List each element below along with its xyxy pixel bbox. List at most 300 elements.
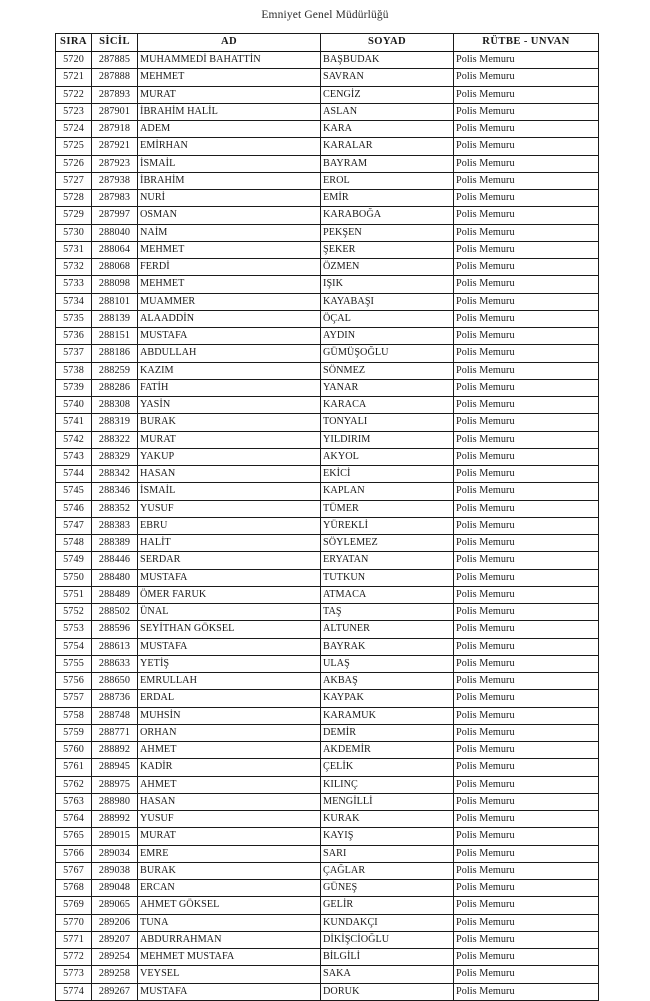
cell-sira: 5744 <box>56 466 92 483</box>
cell-ad: İBRAHİM <box>138 172 321 189</box>
cell-sira: 5743 <box>56 448 92 465</box>
cell-sira: 5771 <box>56 931 92 948</box>
cell-ad: NURİ <box>138 190 321 207</box>
cell-rutbe: Polis Memuru <box>454 207 599 224</box>
cell-sira: 5755 <box>56 655 92 672</box>
cell-soyad: AYDIN <box>321 328 454 345</box>
cell-sicil: 288068 <box>92 259 138 276</box>
cell-soyad: ŞEKER <box>321 241 454 258</box>
cell-soyad: KAYIŞ <box>321 828 454 845</box>
cell-soyad: KARAMUK <box>321 707 454 724</box>
cell-soyad: MENGİLLİ <box>321 793 454 810</box>
cell-sira: 5747 <box>56 517 92 534</box>
cell-sicil: 288329 <box>92 448 138 465</box>
cell-sira: 5723 <box>56 103 92 120</box>
cell-ad: OSMAN <box>138 207 321 224</box>
cell-sira: 5720 <box>56 52 92 69</box>
cell-sicil: 288286 <box>92 379 138 396</box>
cell-sira: 5737 <box>56 345 92 362</box>
table-row <box>56 241 599 258</box>
cell-soyad: CENGİZ <box>321 86 454 103</box>
cell-soyad: BAYRAM <box>321 155 454 172</box>
table-row <box>56 845 599 862</box>
cell-soyad: EROL <box>321 172 454 189</box>
cell-ad: EBRU <box>138 517 321 534</box>
cell-sicil: 287921 <box>92 138 138 155</box>
table-row <box>56 828 599 845</box>
table-row <box>56 155 599 172</box>
column-header-soyad: SOYAD <box>321 34 454 52</box>
cell-ad: YUSUF <box>138 811 321 828</box>
table-row <box>56 811 599 828</box>
cell-rutbe: Polis Memuru <box>454 155 599 172</box>
cell-rutbe: Polis Memuru <box>454 483 599 500</box>
table-row <box>56 431 599 448</box>
cell-soyad: GÜMÜŞOĞLU <box>321 345 454 362</box>
cell-rutbe: Polis Memuru <box>454 448 599 465</box>
cell-sira: 5767 <box>56 862 92 879</box>
cell-sicil: 288151 <box>92 328 138 345</box>
cell-rutbe: Polis Memuru <box>454 310 599 327</box>
cell-rutbe: Polis Memuru <box>454 293 599 310</box>
cell-ad: MUSTAFA <box>138 983 321 1000</box>
cell-rutbe: Polis Memuru <box>454 949 599 966</box>
cell-soyad: ALTUNER <box>321 621 454 638</box>
cell-rutbe: Polis Memuru <box>454 121 599 138</box>
cell-sicil: 288771 <box>92 724 138 741</box>
cell-soyad: KARA <box>321 121 454 138</box>
cell-ad: İSMAİL <box>138 483 321 500</box>
cell-rutbe: Polis Memuru <box>454 655 599 672</box>
cell-ad: FATİH <box>138 379 321 396</box>
cell-sira: 5769 <box>56 897 92 914</box>
cell-rutbe: Polis Memuru <box>454 931 599 948</box>
table-row <box>56 362 599 379</box>
cell-soyad: ATMACA <box>321 586 454 603</box>
column-header-sicil: SİCİL <box>92 34 138 52</box>
table-row <box>56 793 599 810</box>
table-row <box>56 500 599 517</box>
cell-sira: 5749 <box>56 552 92 569</box>
cell-sicil: 288342 <box>92 466 138 483</box>
cell-soyad: SARI <box>321 845 454 862</box>
table-row <box>56 86 599 103</box>
cell-ad: ORHAN <box>138 724 321 741</box>
cell-rutbe: Polis Memuru <box>454 397 599 414</box>
cell-sira: 5739 <box>56 379 92 396</box>
cell-ad: AHMET GÖKSEL <box>138 897 321 914</box>
cell-rutbe: Polis Memuru <box>454 690 599 707</box>
cell-sira: 5742 <box>56 431 92 448</box>
cell-sicil: 287885 <box>92 52 138 69</box>
cell-ad: MEHMET <box>138 276 321 293</box>
cell-sira: 5774 <box>56 983 92 1000</box>
column-header-rutbe: RÜTBE - UNVAN <box>454 34 599 52</box>
cell-rutbe: Polis Memuru <box>454 621 599 638</box>
cell-soyad: TÜMER <box>321 500 454 517</box>
cell-sira: 5761 <box>56 759 92 776</box>
cell-rutbe: Polis Memuru <box>454 845 599 862</box>
roster-table-container <box>55 33 598 1001</box>
cell-soyad: IŞIK <box>321 276 454 293</box>
cell-soyad: ULAŞ <box>321 655 454 672</box>
cell-sicil: 287901 <box>92 103 138 120</box>
cell-ad: MUSTAFA <box>138 569 321 586</box>
table-row <box>56 310 599 327</box>
cell-sira: 5750 <box>56 569 92 586</box>
cell-soyad: GÜNEŞ <box>321 880 454 897</box>
cell-soyad: SÖYLEMEZ <box>321 535 454 552</box>
cell-ad: ABDULLAH <box>138 345 321 362</box>
cell-sira: 5734 <box>56 293 92 310</box>
cell-ad: MUHSİN <box>138 707 321 724</box>
cell-sira: 5773 <box>56 966 92 983</box>
table-row <box>56 276 599 293</box>
cell-rutbe: Polis Memuru <box>454 241 599 258</box>
cell-sicil: 288502 <box>92 604 138 621</box>
cell-sira: 5726 <box>56 155 92 172</box>
cell-ad: YASİN <box>138 397 321 414</box>
cell-soyad: YÜREKLİ <box>321 517 454 534</box>
cell-rutbe: Polis Memuru <box>454 190 599 207</box>
cell-rutbe: Polis Memuru <box>454 776 599 793</box>
cell-soyad: KARACA <box>321 397 454 414</box>
cell-sira: 5721 <box>56 69 92 86</box>
table-row <box>56 862 599 879</box>
table-row <box>56 535 599 552</box>
cell-sira: 5741 <box>56 414 92 431</box>
cell-ad: KADİR <box>138 759 321 776</box>
cell-ad: SERDAR <box>138 552 321 569</box>
cell-sira: 5730 <box>56 224 92 241</box>
cell-ad: MEHMET <box>138 69 321 86</box>
cell-sicil: 288748 <box>92 707 138 724</box>
cell-ad: ADEM <box>138 121 321 138</box>
table-row <box>56 931 599 948</box>
cell-sicil: 289254 <box>92 949 138 966</box>
table-row <box>56 655 599 672</box>
cell-rutbe: Polis Memuru <box>454 742 599 759</box>
cell-rutbe: Polis Memuru <box>454 500 599 517</box>
cell-rutbe: Polis Memuru <box>454 276 599 293</box>
cell-sicil: 289206 <box>92 914 138 931</box>
cell-soyad: ERYATAN <box>321 552 454 569</box>
table-row <box>56 293 599 310</box>
cell-rutbe: Polis Memuru <box>454 172 599 189</box>
personnel-roster-table <box>55 33 599 1001</box>
cell-sicil: 288389 <box>92 535 138 552</box>
cell-rutbe: Polis Memuru <box>454 983 599 1000</box>
table-row <box>56 742 599 759</box>
cell-ad: İBRAHİM HALİL <box>138 103 321 120</box>
table-row <box>56 414 599 431</box>
table-row <box>56 724 599 741</box>
cell-rutbe: Polis Memuru <box>454 138 599 155</box>
cell-ad: MUSTAFA <box>138 328 321 345</box>
cell-sicil: 288613 <box>92 638 138 655</box>
table-row <box>56 638 599 655</box>
cell-rutbe: Polis Memuru <box>454 517 599 534</box>
cell-sicil: 289207 <box>92 931 138 948</box>
cell-sira: 5740 <box>56 397 92 414</box>
cell-ad: MEHMET MUSTAFA <box>138 949 321 966</box>
cell-soyad: EKİCİ <box>321 466 454 483</box>
cell-sira: 5772 <box>56 949 92 966</box>
cell-soyad: SÖNMEZ <box>321 362 454 379</box>
cell-soyad: BAYRAK <box>321 638 454 655</box>
cell-sicil: 289258 <box>92 966 138 983</box>
table-row <box>56 172 599 189</box>
table-row <box>56 673 599 690</box>
cell-rutbe: Polis Memuru <box>454 914 599 931</box>
cell-sira: 5732 <box>56 259 92 276</box>
cell-rutbe: Polis Memuru <box>454 362 599 379</box>
cell-ad: EMRULLAH <box>138 673 321 690</box>
cell-sicil: 288319 <box>92 414 138 431</box>
cell-ad: YETİŞ <box>138 655 321 672</box>
cell-ad: AHMET <box>138 776 321 793</box>
cell-soyad: KARALAR <box>321 138 454 155</box>
table-row <box>56 517 599 534</box>
cell-rutbe: Polis Memuru <box>454 586 599 603</box>
cell-sicil: 288101 <box>92 293 138 310</box>
cell-rutbe: Polis Memuru <box>454 707 599 724</box>
table-row <box>56 448 599 465</box>
cell-rutbe: Polis Memuru <box>454 966 599 983</box>
cell-rutbe: Polis Memuru <box>454 535 599 552</box>
cell-sicil: 289034 <box>92 845 138 862</box>
table-row <box>56 379 599 396</box>
cell-rutbe: Polis Memuru <box>454 862 599 879</box>
cell-sicil: 288892 <box>92 742 138 759</box>
cell-rutbe: Polis Memuru <box>454 466 599 483</box>
table-row <box>56 949 599 966</box>
cell-ad: YUSUF <box>138 500 321 517</box>
cell-soyad: ÇELİK <box>321 759 454 776</box>
cell-rutbe: Polis Memuru <box>454 345 599 362</box>
cell-sicil: 289267 <box>92 983 138 1000</box>
cell-rutbe: Polis Memuru <box>454 759 599 776</box>
cell-sira: 5757 <box>56 690 92 707</box>
cell-ad: YAKUP <box>138 448 321 465</box>
cell-sicil: 288736 <box>92 690 138 707</box>
table-row <box>56 121 599 138</box>
cell-sira: 5738 <box>56 362 92 379</box>
cell-sicil: 289015 <box>92 828 138 845</box>
table-row <box>56 914 599 931</box>
cell-sicil: 287983 <box>92 190 138 207</box>
cell-sicil: 288633 <box>92 655 138 672</box>
table-row <box>56 466 599 483</box>
cell-sicil: 289048 <box>92 880 138 897</box>
cell-rutbe: Polis Memuru <box>454 552 599 569</box>
table-row <box>56 190 599 207</box>
cell-sicil: 288480 <box>92 569 138 586</box>
table-row <box>56 345 599 362</box>
cell-sicil: 288322 <box>92 431 138 448</box>
cell-rutbe: Polis Memuru <box>454 379 599 396</box>
table-row <box>56 586 599 603</box>
cell-ad: MEHMET <box>138 241 321 258</box>
table-header-row <box>56 34 599 52</box>
cell-sira: 5753 <box>56 621 92 638</box>
cell-sira: 5758 <box>56 707 92 724</box>
cell-soyad: TAŞ <box>321 604 454 621</box>
table-row <box>56 328 599 345</box>
table-row <box>56 207 599 224</box>
cell-rutbe: Polis Memuru <box>454 103 599 120</box>
table-header <box>56 34 599 52</box>
cell-ad: MUHAMMEDİ BAHATTİN <box>138 52 321 69</box>
cell-soyad: BİLGİLİ <box>321 949 454 966</box>
cell-soyad: EMİR <box>321 190 454 207</box>
cell-ad: EMRE <box>138 845 321 862</box>
cell-sicil: 288040 <box>92 224 138 241</box>
cell-rutbe: Polis Memuru <box>454 897 599 914</box>
table-row <box>56 259 599 276</box>
cell-soyad: KAYPAK <box>321 690 454 707</box>
cell-sira: 5725 <box>56 138 92 155</box>
table-row <box>56 621 599 638</box>
cell-sira: 5735 <box>56 310 92 327</box>
cell-sira: 5765 <box>56 828 92 845</box>
cell-sicil: 287997 <box>92 207 138 224</box>
column-header-ad: AD <box>138 34 321 52</box>
cell-ad: ERDAL <box>138 690 321 707</box>
cell-rutbe: Polis Memuru <box>454 69 599 86</box>
cell-ad: TUNA <box>138 914 321 931</box>
table-row <box>56 604 599 621</box>
cell-soyad: ÖÇAL <box>321 310 454 327</box>
cell-soyad: KUNDAKÇI <box>321 914 454 931</box>
table-body <box>56 52 599 1001</box>
cell-soyad: YILDIRIM <box>321 431 454 448</box>
cell-rutbe: Polis Memuru <box>454 811 599 828</box>
cell-rutbe: Polis Memuru <box>454 431 599 448</box>
cell-soyad: DEMİR <box>321 724 454 741</box>
cell-soyad: KARABOĞA <box>321 207 454 224</box>
cell-sira: 5736 <box>56 328 92 345</box>
page-title: Emniyet Genel Müdürlüğü <box>261 9 389 21</box>
column-header-sira: SIRA <box>56 34 92 52</box>
cell-sira: 5745 <box>56 483 92 500</box>
cell-sira: 5763 <box>56 793 92 810</box>
cell-rutbe: Polis Memuru <box>454 673 599 690</box>
table-row <box>56 397 599 414</box>
cell-ad: ÜNAL <box>138 604 321 621</box>
cell-ad: HASAN <box>138 793 321 810</box>
cell-soyad: PEKŞEN <box>321 224 454 241</box>
cell-sira: 5759 <box>56 724 92 741</box>
cell-ad: İSMAİL <box>138 155 321 172</box>
cell-ad: HALİT <box>138 535 321 552</box>
cell-sicil: 288098 <box>92 276 138 293</box>
cell-soyad: DİKİŞCİOĞLU <box>321 931 454 948</box>
cell-ad: HASAN <box>138 466 321 483</box>
cell-rutbe: Polis Memuru <box>454 224 599 241</box>
cell-ad: EMİRHAN <box>138 138 321 155</box>
cell-soyad: DORUK <box>321 983 454 1000</box>
cell-sicil: 288139 <box>92 310 138 327</box>
cell-sicil: 289065 <box>92 897 138 914</box>
cell-sicil: 288446 <box>92 552 138 569</box>
cell-ad: AHMET <box>138 742 321 759</box>
table-row <box>56 52 599 69</box>
cell-soyad: TUTKUN <box>321 569 454 586</box>
cell-sira: 5762 <box>56 776 92 793</box>
table-row <box>56 483 599 500</box>
cell-rutbe: Polis Memuru <box>454 828 599 845</box>
cell-sira: 5768 <box>56 880 92 897</box>
cell-ad: MURAT <box>138 86 321 103</box>
cell-sicil: 288259 <box>92 362 138 379</box>
cell-sira: 5752 <box>56 604 92 621</box>
cell-soyad: KAYABAŞI <box>321 293 454 310</box>
cell-sicil: 288186 <box>92 345 138 362</box>
cell-rutbe: Polis Memuru <box>454 604 599 621</box>
cell-sira: 5733 <box>56 276 92 293</box>
table-row <box>56 690 599 707</box>
cell-sicil: 288975 <box>92 776 138 793</box>
cell-ad: MURAT <box>138 828 321 845</box>
cell-ad: BURAK <box>138 862 321 879</box>
cell-sicil: 287893 <box>92 86 138 103</box>
cell-sicil: 288064 <box>92 241 138 258</box>
cell-rutbe: Polis Memuru <box>454 724 599 741</box>
table-row <box>56 966 599 983</box>
table-row <box>56 897 599 914</box>
cell-soyad: AKDEMİR <box>321 742 454 759</box>
cell-sicil: 288596 <box>92 621 138 638</box>
cell-sira: 5727 <box>56 172 92 189</box>
table-row <box>56 776 599 793</box>
table-row <box>56 983 599 1000</box>
cell-soyad: ASLAN <box>321 103 454 120</box>
cell-sira: 5724 <box>56 121 92 138</box>
cell-soyad: ÇAĞLAR <box>321 862 454 879</box>
table-row <box>56 707 599 724</box>
cell-ad: SEYİTHAN GÖKSEL <box>138 621 321 638</box>
cell-rutbe: Polis Memuru <box>454 793 599 810</box>
cell-ad: BURAK <box>138 414 321 431</box>
cell-rutbe: Polis Memuru <box>454 86 599 103</box>
cell-soyad: SAVRAN <box>321 69 454 86</box>
cell-soyad: SAKA <box>321 966 454 983</box>
cell-sira: 5729 <box>56 207 92 224</box>
cell-sicil: 287923 <box>92 155 138 172</box>
cell-rutbe: Polis Memuru <box>454 328 599 345</box>
cell-ad: MURAT <box>138 431 321 448</box>
cell-sira: 5754 <box>56 638 92 655</box>
cell-ad: VEYSEL <box>138 966 321 983</box>
cell-sira: 5756 <box>56 673 92 690</box>
cell-sicil: 288308 <box>92 397 138 414</box>
table-row <box>56 569 599 586</box>
table-row <box>56 69 599 86</box>
cell-soyad: GELİR <box>321 897 454 914</box>
cell-soyad: AKBAŞ <box>321 673 454 690</box>
cell-ad: ALAADDİN <box>138 310 321 327</box>
cell-sira: 5746 <box>56 500 92 517</box>
cell-ad: MUAMMER <box>138 293 321 310</box>
table-row <box>56 224 599 241</box>
cell-ad: ÖMER FARUK <box>138 586 321 603</box>
table-row <box>56 759 599 776</box>
cell-sicil: 288992 <box>92 811 138 828</box>
cell-sicil: 288352 <box>92 500 138 517</box>
cell-rutbe: Polis Memuru <box>454 638 599 655</box>
cell-ad: ABDURRAHMAN <box>138 931 321 948</box>
